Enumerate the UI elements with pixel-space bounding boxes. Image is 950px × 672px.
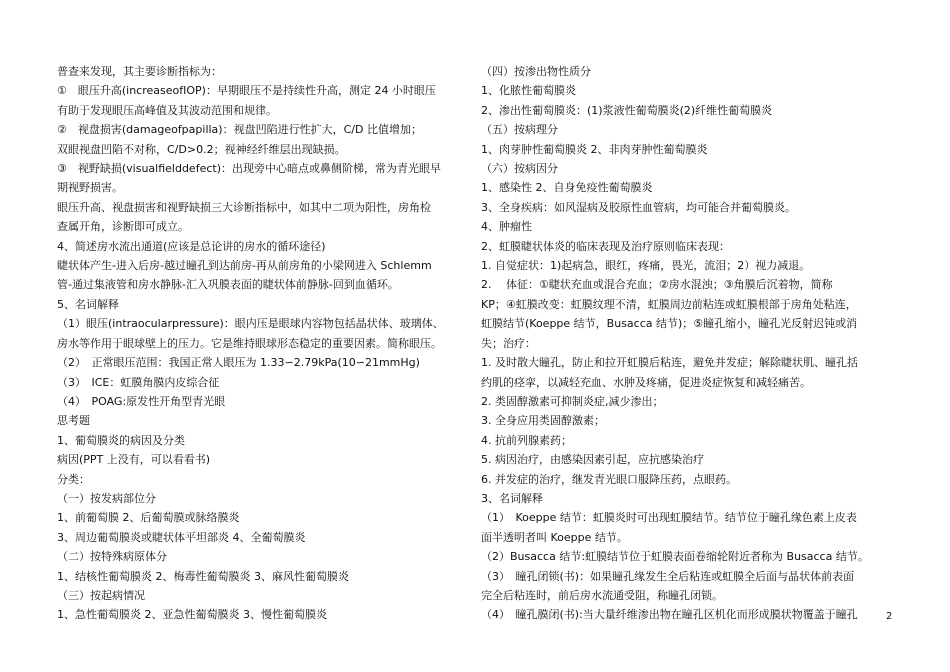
text-line: （2）Busacca 结节:虹膜结节位于虹膜表面卷缩轮附近者称为 Busacca 结节。 <box>481 550 869 564</box>
text-line: ② 视盘损害(damageofpapilla)：视盘凹陷进行性扩大，C/D 比值增加； <box>57 123 422 137</box>
text-line: （2） 正常眼压范围：我国正常人眼压为 1.33∽2.79kPa(10∽21mmHg) <box>57 356 420 370</box>
text-line: 有助于发现眼压高峰值及其波动范围和规律。 <box>57 103 277 117</box>
text-line: 4、简述房水流出通道(应该是总论讲的房水的循环途径) <box>57 239 326 253</box>
text-line: （三）按起病情况 <box>57 588 145 602</box>
text-line: 1、急性葡萄膜炎 2、亚急性葡萄膜炎 3、慢性葡萄膜炎 <box>57 608 327 622</box>
text-line: （二）按特殊病原体分 <box>57 550 167 564</box>
text-line: 2、虹膜睫状体炎的临床表现及治疗原则临床表现： <box>481 239 730 253</box>
text-line: 眼压升高、视盘损害和视野缺损三大诊断指标中，如其中二项为阳性，房角检 <box>57 200 431 214</box>
text-line: （五）按病理分 <box>481 123 558 137</box>
text-line: 3. 全身应用类固醇激素； <box>481 414 605 428</box>
text-line: 1、肉芽肿性葡萄膜炎 2、非肉芽肿性葡萄膜炎 <box>481 142 708 156</box>
text-line: 1、前葡萄膜 2、后葡萄膜或脉络膜炎 <box>57 511 240 525</box>
right-column <box>481 62 913 625</box>
text-line: （4） 瞳孔膜闭(书):当大量纤维渗出物在瞳孔区机化而形成膜状物覆盖于瞳孔 <box>481 608 858 622</box>
text-line: 普查来发现，其主要诊断指标为： <box>57 65 222 78</box>
text-line: 完全后粘连时，前后房水流通受阻，称瞳孔闭锁。 <box>481 588 723 602</box>
text-line: （3） ICE：虹膜角膜内皮综合征 <box>57 375 220 389</box>
text-line: （四）按渗出物性质分 <box>481 65 591 78</box>
text-line: 1、结核性葡萄膜炎 2、梅毒性葡萄膜炎 3、麻风性葡萄膜炎 <box>57 569 349 583</box>
text-line: 5、名词解释 <box>57 297 119 311</box>
text-line: 双眼视盘凹陷不对称，C/D>0.2；视神经纤维层出现缺损。 <box>57 142 346 156</box>
text-line: KP；④虹膜改变：虹膜纹理不清，虹膜周边前粘连或虹膜根部于房角处粘连， <box>481 297 857 311</box>
text-line: （3） 瞳孔闭锁(书)：如果瞳孔缘发生全后粘连或虹膜全后面与晶状体前表面 <box>481 569 855 583</box>
text-line: （六）按病因分 <box>481 162 558 176</box>
text-line: 4、肿瘤性 <box>481 220 532 234</box>
text-line: 2. 类固醇激素可抑制炎症,减少渗出； <box>481 394 664 408</box>
text-line: （4） POAG:原发性开角型青光眼 <box>57 394 226 408</box>
text-line: 房水等作用于眼球壁上的压力。它是维持眼球形态稳定的重要因素。简称眼压。 <box>57 336 442 350</box>
text-line: 约肌的痉挛，以减轻充血、水肿及疼痛，促进炎症恢复和减轻痛苦。 <box>481 375 811 389</box>
text-line: 查属开角，诊断即可成立。 <box>57 220 189 234</box>
text-line: ① 眼压升高(increaseofIOP)：早期眼压不是持续性升高，测定 24 小时眼压 <box>57 84 436 98</box>
text-line: ③ 视野缺损(visualfielddefect)：出现旁中心暗点或鼻侧阶梯，常为青光眼早 <box>57 162 441 176</box>
text-line: 1. 自觉症状：1)起病急，眼红，疼痛，畏光，流泪；2）视力减退。 <box>481 259 811 273</box>
text-line: （1）眼压(intraocularpressure)：眼内压是眼球内容物包括晶状体、玻璃体、 <box>57 317 444 331</box>
text-line: 面半透明者叫 Koeppe 结节。 <box>481 530 628 544</box>
text-line: 4. 抗前列腺素药； <box>481 433 572 447</box>
text-line: 睫状体产生-进入后房-越过瞳孔到达前房-再从前房角的小梁网进入 Schlemm <box>57 259 432 273</box>
text-line: 虹膜结节(Koeppe 结节，Busacca 结节)；⑤瞳孔缩小，瞳孔光反射迟钝或消 <box>481 317 858 331</box>
text-line: （一）按发病部位分 <box>57 491 156 505</box>
text-line: 1. 及时散大瞳孔，防止和拉开虹膜后粘连，避免并发症；解除睫状肌、瞳孔括 <box>481 356 858 370</box>
text-line: 1、化脓性葡萄膜炎 <box>481 84 576 98</box>
text-line: （1） Koeppe 结节：虹膜炎时可出现虹膜结节。结节位于瞳孔缘色素上皮表 <box>481 511 857 525</box>
text-line: 管-通过集液管和房水静脉-汇入巩膜表面的睫状体前静脉-回到血循环。 <box>57 278 399 292</box>
text-line: 1、感染性 2、自身免疫性葡萄膜炎 <box>481 181 653 195</box>
text-line: 6. 并发症的治疗，继发青光眼口服降压药，点眼药。 <box>481 472 737 486</box>
text-line: 5. 病因治疗，由感染因素引起，应抗感染治疗 <box>481 453 704 467</box>
text-line: 2. 体征：①睫状充血或混合充血；②房水混浊；③角膜后沉着物，简称 <box>481 278 833 292</box>
text-line: 失；治疗： <box>481 336 536 350</box>
text-line: 1、葡萄膜炎的病因及分类 <box>57 433 185 447</box>
page-number: 2 <box>886 611 893 622</box>
text-line: 3、全身疾病：如风湿病及胶原性血管病，均可能合并葡萄膜炎。 <box>481 200 796 214</box>
text-line: 2、渗出性葡萄膜炎：(1)浆液性葡萄膜炎(2)纤维性葡萄膜炎 <box>481 103 773 117</box>
text-line: 思考题 <box>57 414 90 428</box>
text-line: 病因(PPT 上没有，可以看看书) <box>57 453 211 467</box>
text-line: 3、周边葡萄膜炎或睫状体平坦部炎 4、全葡萄膜炎 <box>57 530 306 544</box>
text-line: 3、名词解释 <box>481 491 543 505</box>
text-line: 期视野损害。 <box>57 181 123 195</box>
left-column <box>57 62 467 625</box>
text-line: 分类： <box>57 472 90 486</box>
